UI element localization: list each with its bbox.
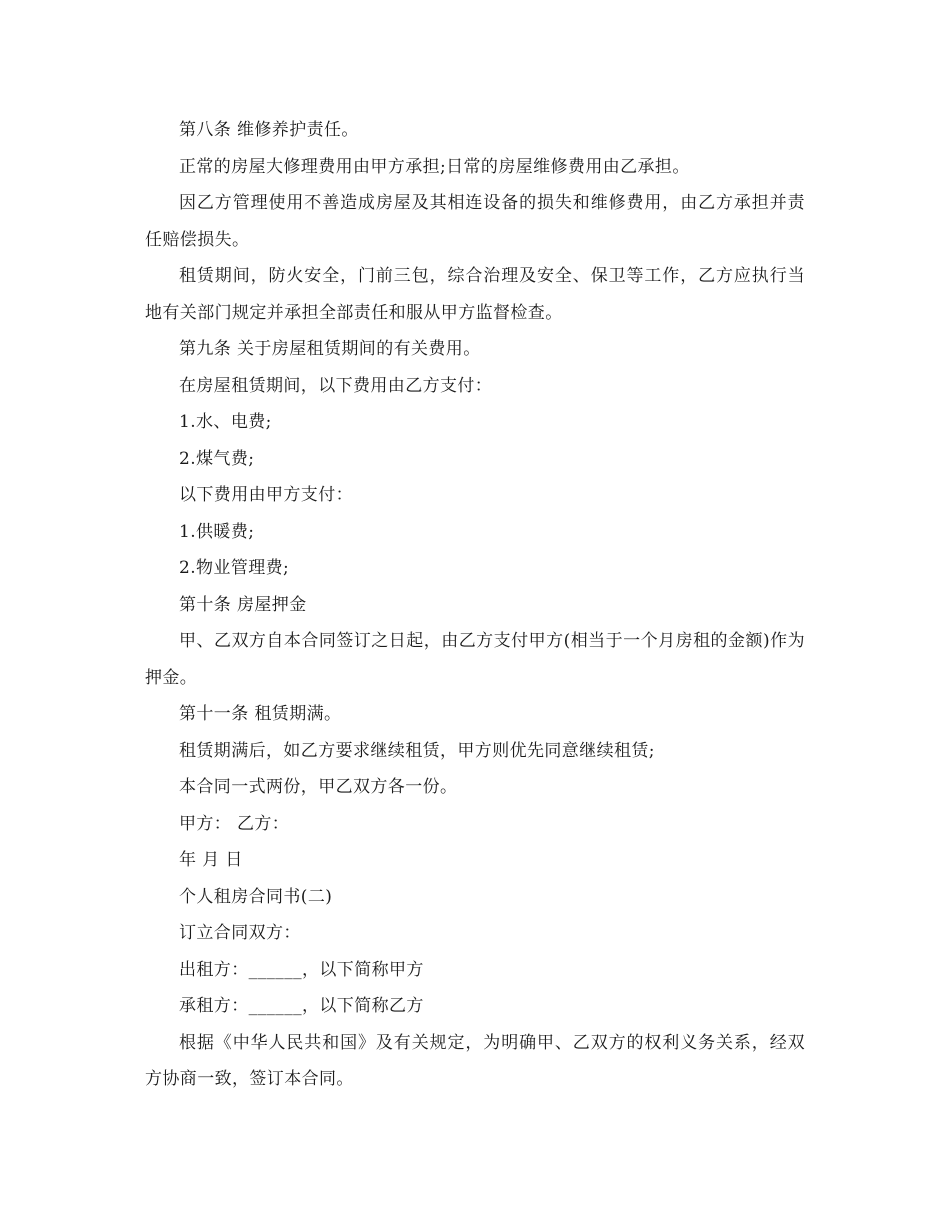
paragraph: 在房屋租赁期间，以下费用由乙方支付：	[179, 375, 493, 396]
clause-8-heading: 第八条 维修养护责任。	[179, 120, 359, 140]
paragraph: 租赁期满后，如乙方要求继续租赁，甲方则优先同意继续租赁;	[179, 740, 655, 761]
list-item: 2.物业管理费;	[179, 558, 290, 578]
lessee-line: 承租方：______，以下简称乙方	[179, 996, 424, 1016]
signature-line: 甲方： 乙方：	[179, 813, 290, 834]
document-body	[145, 112, 805, 1098]
paragraph: 正常的房屋大修理费用由甲方承担;日常的房屋维修费用由乙承担。	[179, 156, 690, 177]
clause-10-heading: 第十条 房屋押金	[179, 594, 307, 615]
clause-9-heading: 第九条 关于房屋租赁期间的有关费用。	[179, 339, 481, 359]
clause-11-heading: 第十一条 租赁期满。	[179, 704, 342, 724]
date-line: 年 月 日	[179, 850, 243, 870]
paragraph: 根据《中华人民共和国》及有关规定，为明确甲、乙双方的权利义务关系，经双方协商一致，签订本合同。	[145, 1032, 805, 1089]
list-item: 2.煤气费;	[179, 448, 255, 469]
list-item: 1.供暖费;	[179, 521, 255, 542]
paragraph: 订立合同双方：	[179, 923, 301, 943]
paragraph: 因乙方管理使用不善造成房屋及其相连设备的损失和维修费用，由乙方承担并责任赔偿损失。	[145, 193, 805, 250]
paragraph: 租赁期间，防火安全，门前三包，综合治理及安全、保卫等工作，乙方应执行当地有关部门规定并承担全部责任和服从甲方监督检查。	[145, 266, 805, 323]
list-item: 1.水、电费;	[179, 412, 272, 432]
paragraph: 本合同一式两份，甲乙双方各一份。	[179, 777, 458, 797]
paragraph: 甲、乙双方自本合同签订之日起，由乙方支付甲方(相当于一个月房租的金额)作为押金。	[145, 631, 805, 688]
paragraph: 以下费用由甲方支付：	[179, 485, 353, 505]
section-title: 个人租房合同书(二)	[179, 886, 333, 907]
lessor-line: 出租方：______，以下简称甲方	[179, 959, 424, 980]
